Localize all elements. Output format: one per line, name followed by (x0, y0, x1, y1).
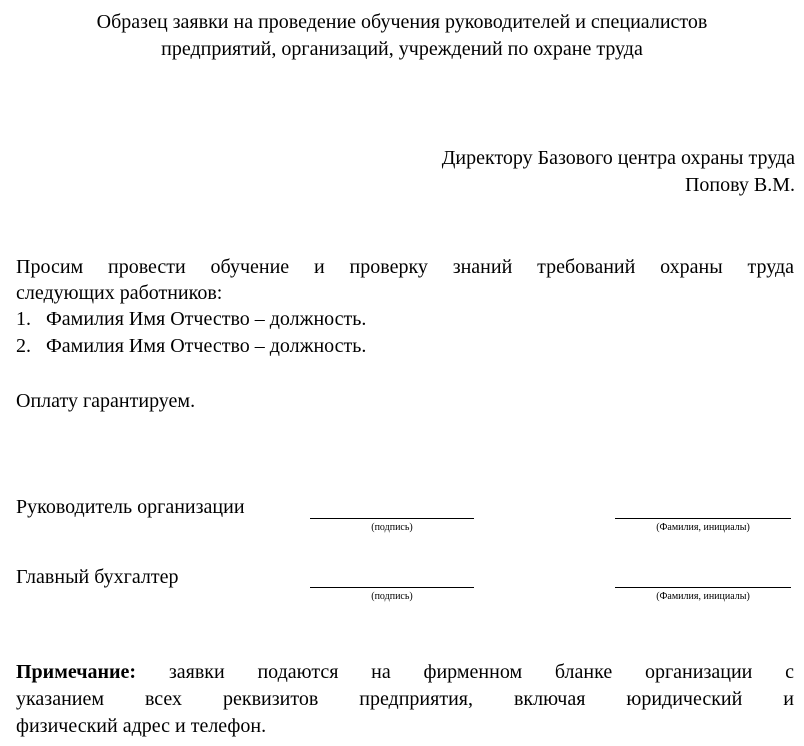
list-item-text: Фамилия Имя Отчество – должность. (46, 335, 367, 357)
signature-caption: (подпись) (371, 591, 413, 602)
name-line (615, 518, 791, 519)
name-caption: (Фамилия, инициалы) (656, 591, 750, 602)
note-line-1 (16, 659, 794, 685)
list-item (16, 333, 366, 359)
document-title-line-2: предприятий, организаций, учреждений по охране труда (161, 38, 643, 60)
signature-line (310, 587, 474, 588)
addressee-line-1: Директору Базового центра охраны труда (441, 147, 795, 169)
signature-line (310, 518, 474, 519)
payment-guarantee: Оплату гарантируем. (16, 390, 196, 412)
list-item-number: 1. (16, 308, 31, 330)
note-line-2: указанием всех реквизитов предприятия, включая юридический и (16, 688, 794, 710)
list-item-number: 2. (16, 335, 31, 357)
signature-role-director: Руководитель организации (16, 496, 245, 518)
list-item-text: Фамилия Имя Отчество – должность. (46, 308, 367, 330)
list-item (16, 306, 366, 332)
request-text-line-1: Просим провести обучение и проверку знаний требований охраны труда (16, 256, 794, 278)
name-line (615, 587, 791, 588)
name-caption: (Фамилия, инициалы) (656, 522, 750, 533)
document-title-line-1: Образец заявки на проведение обучения руководителей и специалистов (96, 11, 708, 33)
note-text: заявки подаются на фирменном бланке организации с (168, 661, 795, 683)
note-label: Примечание: (16, 661, 137, 683)
signature-caption: (подпись) (371, 522, 413, 533)
addressee-line-2: Попову В.М. (684, 174, 795, 196)
note-line-3: физический адрес и телефон. (16, 715, 267, 737)
signature-role-accountant: Главный бухгалтер (16, 566, 179, 588)
request-text-line-2: следующих работников: (16, 282, 223, 304)
